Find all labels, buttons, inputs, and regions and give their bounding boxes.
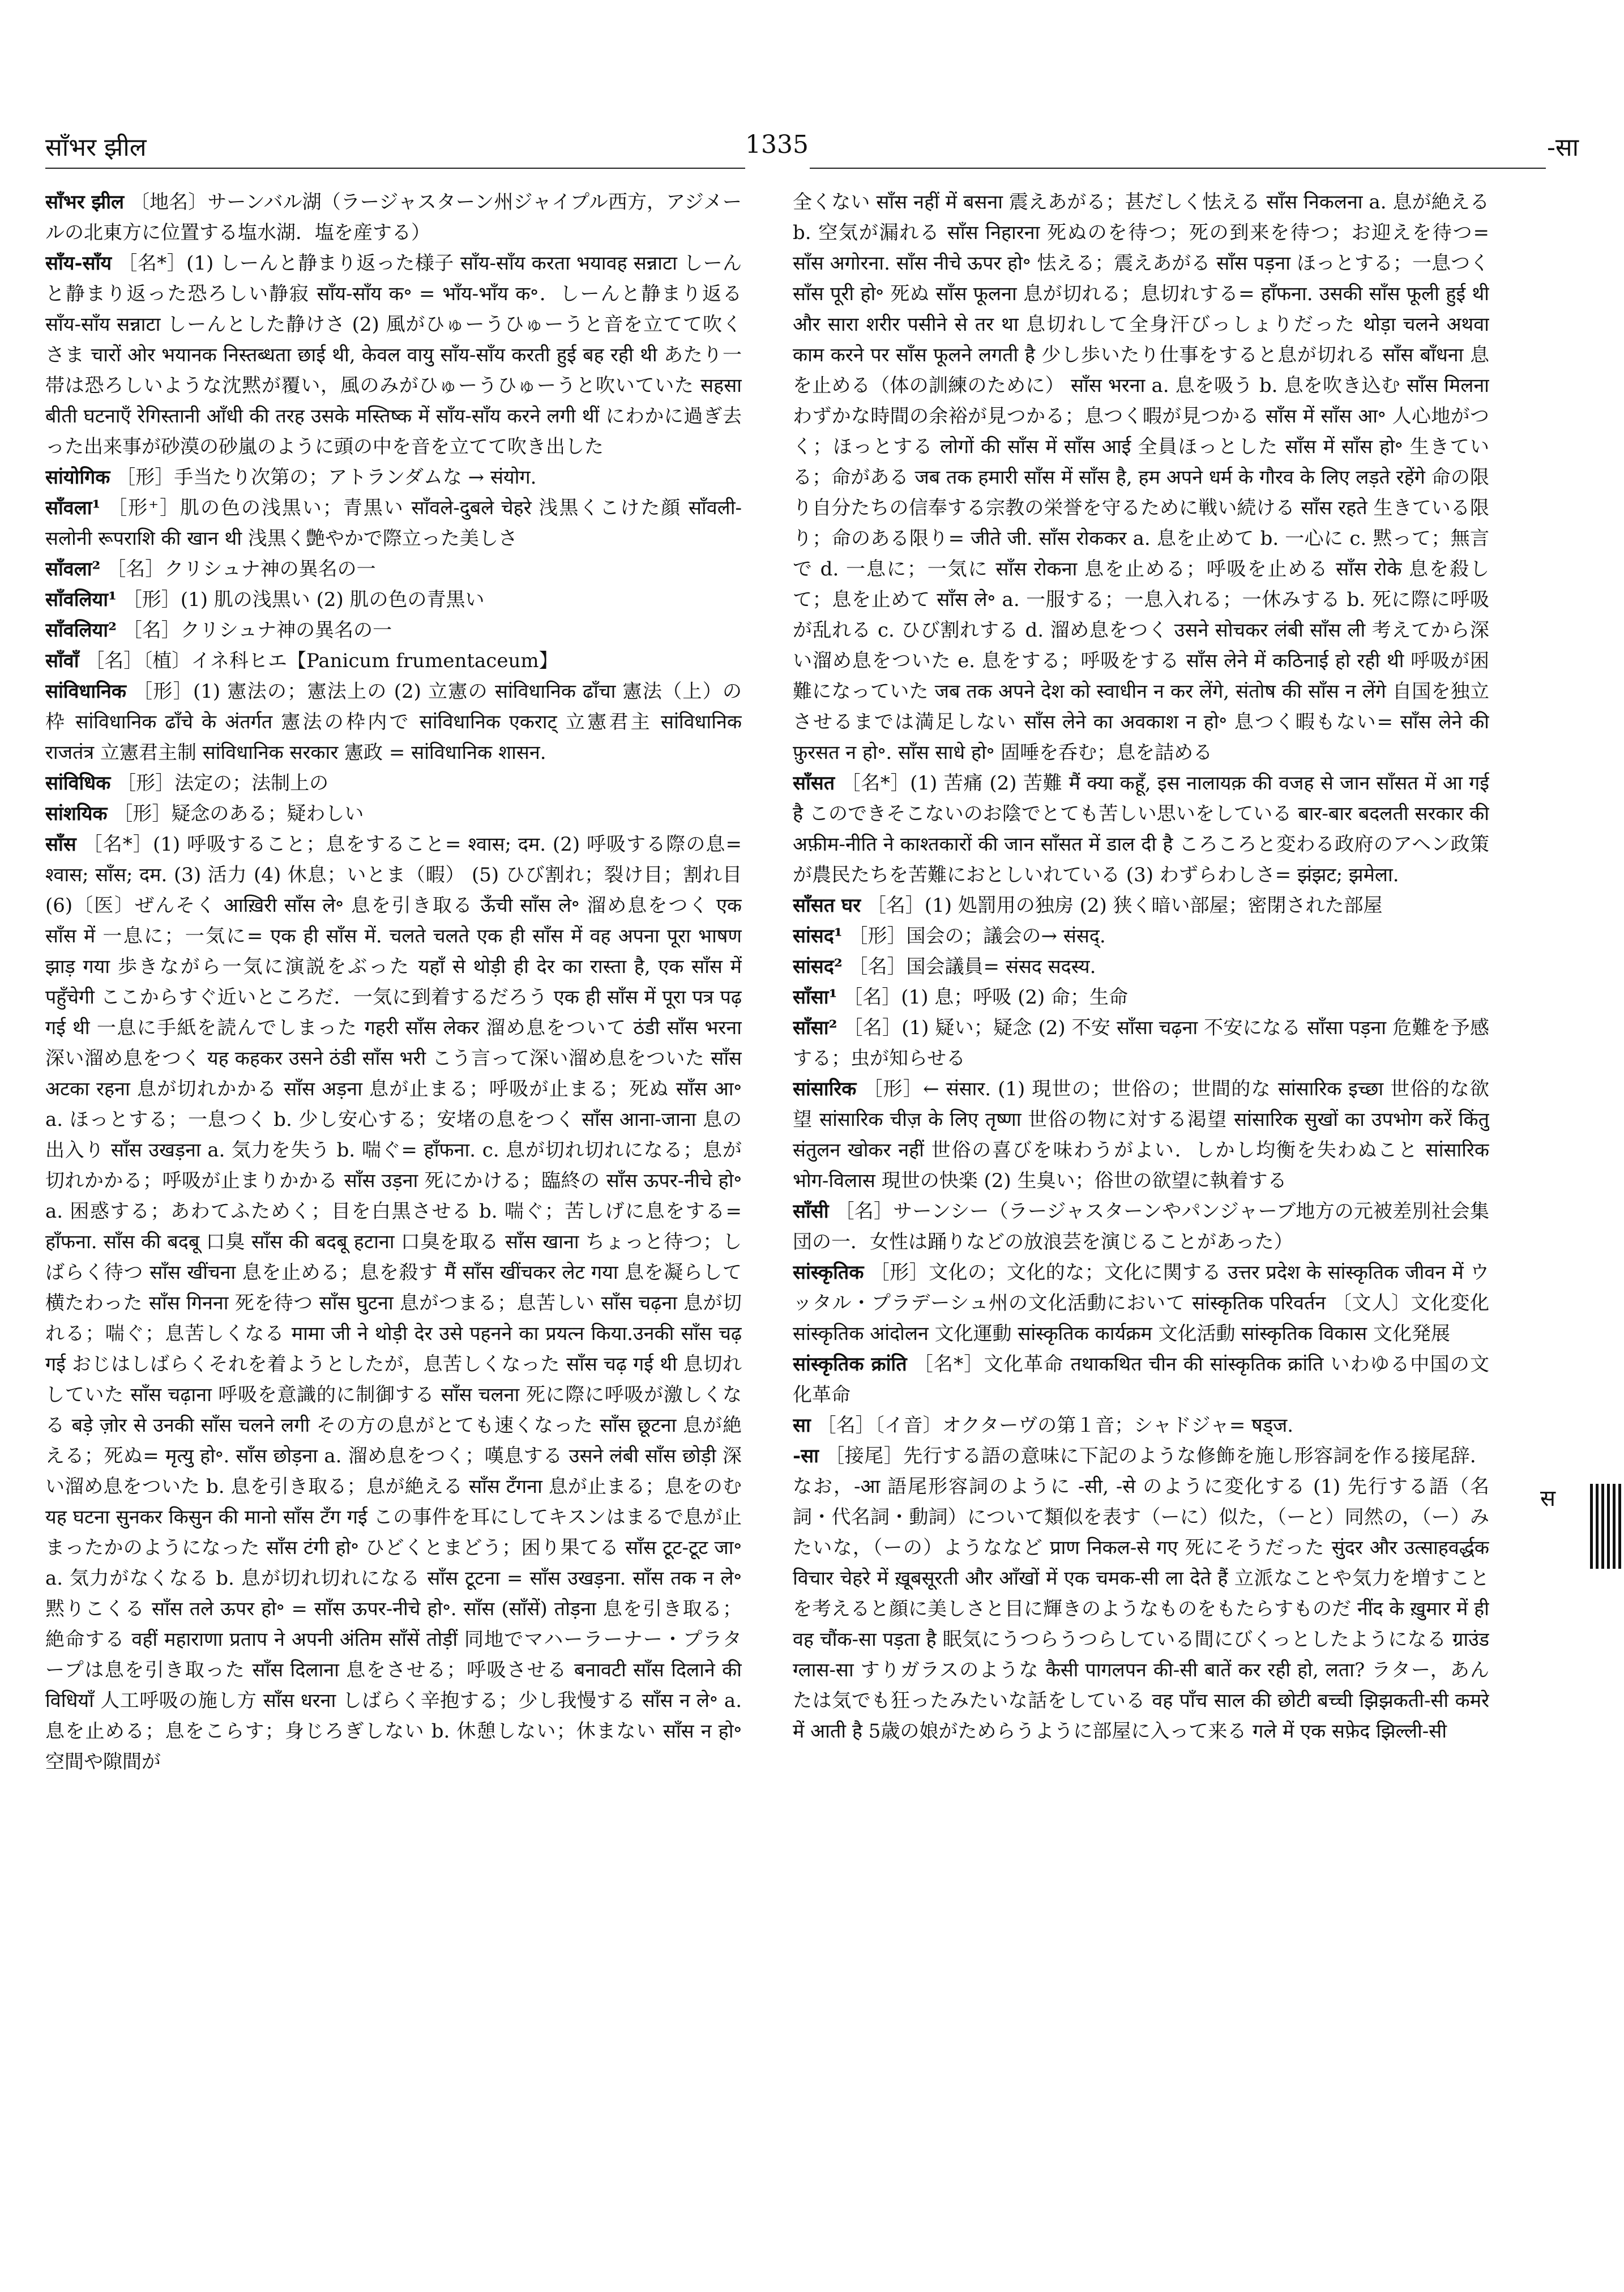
entry-definition: 全くない साँस नहीं में बसना 震えあがる；甚だしく怯える साँस निकलना a. 息が絶える b. 空気が漏れる साँस निहारना 死ぬのを待つ；死の到来を待つ；お迎えを待つ= साँस अगोरना. साँस नीचे ऊपर हो॰ 怯える；震えあがる साँस पड़ना ほっとする；一息つく साँस पूरी हो॰ 死ぬ साँस फूलना 息が切れる；息切れする= हाँफना. उसकी साँस फूली हुई थी और सारा शरीर पसीने से तर था 息切れして全身汗びっしょりだった थोड़ा चलने अथवा काम करने पर साँस फूलने लगती है 少し歩いたり仕事をすると息が切れる साँस बाँधना 息を止める（体の訓練のために） साँस भरना a. 息を吸う b. 息を吹き込む साँस मिलना わずかな時間の余裕が見つかる；息つく暇が見つかる साँस में साँस आ॰ 人心地がつく；ほっとする लोगों की साँस में साँस आई 全員ほっとした साँस में साँस हो॰ 生きている；命がある जब तक हमारी साँस में साँस है, हम अपने धर्म के गौरव के लिए लड़ते रहेंगे 命の限り自分たちの信奉する宗教の栄誉を守るために戦い続ける साँस रहते 生きている限り；命のある限り= जीते जी. साँस रोककर a. 息を止めて b. 一心に c. 黙って；無言で d. 一息に；一気に साँस रोकना 息を止める；呼吸を止める साँस रोके 息を殺して；息を止めて साँस ले॰ a. 一服する；一息入れる；一休みする b. 死に際に呼吸が乱れる c. ひび割れする d. 溜め息をつく उसने सोचकर लंबी साँस ली 考えてから深い溜め息をついた e. 息をする；呼吸をする साँस लेने में कठिनाई हो रही थी 呼吸が困難になっていた जब तक अपने देश को स्वाधीन न कर लेंगे, संतोष की साँस न लेंगे 自国を独立させるまでは満足しない साँस लेने का अवकाश न हो॰ 息つく暇もない= साँस लेने की फ़ुरसत न हो॰. साँस साधे हो॰ 固唾を呑む；息を詰める (793, 191, 1489, 764)
entry-headword: साँसत घर (793, 894, 861, 917)
dictionary-entry (793, 187, 1489, 768)
thumb-index-tab (1590, 1484, 1624, 1569)
entry-definition: ［形］← संसार. (1) 現世の；世俗の；世間的な सांसारिक इच्छा 世俗的な欲望 सांसारिक चीज़ के लिए तृष्णा 世俗の物に対する渇望 सांसारिक सुखों का उपभोग करें किंतु संतुलन खोकर नहीं 世俗の喜びを味わうがよい．しかし均衡を失わぬこと सांसारिक भोग-विलास 現世の快楽 (2) 生臭い；俗世の欲望に執着する (793, 1078, 1489, 1192)
thumb-index (1540, 1484, 1624, 1574)
entry-headword: साँसा¹ (793, 986, 837, 1009)
running-header (45, 129, 1579, 163)
dictionary-entry (793, 982, 1489, 1013)
entry-definition: ［形］(1) 憲法の；憲法上の (2) 立憲の सांविधानिक ढाँचा 憲法（上）の枠 सांविधानिक ढाँचे के अंतर्गत 憲法の枠内で सांविधानिक एकराट् 立憲君主 सांविधानिक राजतंत्र 立憲君主制 सांविधानिक सरकार 憲政 = सांविधानिक शासन. (45, 680, 742, 764)
entry-headword: साँसा² (793, 1017, 837, 1039)
dictionary-entry (45, 676, 742, 768)
entry-definition: ［形］(1) 肌の浅黒い (2) 肌の色の青黒い (122, 588, 485, 611)
dictionary-entry (45, 493, 742, 554)
left-column (45, 187, 742, 2277)
entry-definition: ［形］手当たり次第の；アトランダムな → संयोग. (116, 466, 537, 489)
dictionary-entry (793, 1257, 1489, 1349)
dictionary-entry (793, 1196, 1489, 1257)
page-number: 1335 (745, 130, 809, 159)
entry-headword: सांस्कृतिक क्रांति (793, 1353, 907, 1376)
entry-definition: ［名］国会議員= संसद सदस्य. (848, 955, 1096, 978)
header-rule-left (45, 168, 745, 169)
entry-headword: साँवला² (45, 558, 101, 581)
dictionary-entry (793, 951, 1489, 982)
header-right-headword: -सा (1546, 133, 1579, 162)
entry-definition: ［名］(1) 疑い；疑念 (2) 不安 साँसा चढ़ना 不安になる साँसा पड़ना 危難を予感する；虫が知らせる (793, 1017, 1489, 1070)
entry-headword: साँवलिया¹ (45, 588, 117, 611)
dictionary-entry (793, 768, 1489, 890)
entry-definition: ［名］〔植〕イネ科ヒエ【Panicum frumentaceum】 (85, 650, 558, 672)
entry-headword: सांसद² (793, 955, 843, 978)
dictionary-entry (793, 1349, 1489, 1410)
entry-headword: साँभर झील (45, 191, 125, 214)
entry-definition: ［接尾］先行する語の意味に下記のような修飾を施し形容詞を作る接尾辞．なお，-आ 語尾形容詞のように -सी, -से のように変化する (1) 先行する語（名詞・代名詞・動詞）について類似を表す（ーに）似た，（ーと）同然の，（ー）みたいな，（ーの）ようななど प्राण निकल-से गए 死にそうだった सुंदर और उत्साहवर्द्धक विचार चेहरे में ख़ूबसूरती और आँखों में एक चमक-सी ला देते हैं 立派なことや気力を増すことを考えると顔に美しさと目に輝きのようなものをもたらすものだ नींद के ख़ुमार में ही वह चौंक-सा पड़ता है 眠気にうつらうつらしている間にびくっとしたようになる ग्राउंड ग्लास-सा すりガラスのような कैसी पागलपन की-सी बातें कर रही हो, लता? ラター，あんたは気でも狂ったみたいな話をしている वह पाँच साल की छोटी बच्ची झिझकती-सी कमरे में आती है 5歳の娘がためらうように部屋に入って来る गले में एक सफ़ेद झिल्ली-सी (793, 1445, 1489, 1743)
entry-definition: ［形］法定の；法制上の (117, 772, 329, 795)
entry-headword: सांयोगिक (45, 466, 110, 489)
entry-definition: ［形⁺］肌の色の浅黒い；青黒い साँवले-दुबले चेहरे 浅黒くこけた顔 साँवली-सलोनी रूपराशि की खान थी 浅黒く艶やかで際立った美しさ (45, 497, 742, 550)
entry-headword: सांसारिक (793, 1078, 857, 1100)
entry-definition: 〔地名〕サーンバル湖（ラージャスターン州ジャイプル西方，アジメールの北東方に位置する塩水湖．塩を産する） (45, 191, 742, 244)
header-rule-right (810, 168, 1546, 169)
entry-definition: ［名］〔イ音〕オクターヴの第１音；シャドジャ= षड्ज. (817, 1414, 1294, 1437)
entry-definition: ［形］国会の；議会の→ संसद्. (848, 925, 1106, 947)
entry-headword: -सा (793, 1445, 819, 1467)
entry-definition: ［名］(1) 処罰用の独房 (2) 狭く暗い部屋；密閉された部屋 (866, 894, 1383, 917)
entry-definition: ［名］クリシュナ神の異名の一 (122, 619, 392, 642)
entry-definition: ［名*］(1) しーんと静まり返った様子 साँय-साँय करता भयावह सन्नाटा しーんと静まり返った恐ろしい静寂 साँय-साँय क॰ = भाँय-भाँय क॰．しーんと静まり返る साँय-साँय सन्नाटा しーんとした静けさ (2) 風がひゅーうひゅーうと音を立てて吹くさま चारों ओर भयानक निस्तब्धता छाई थी, केवल वायु साँय-साँय करती हुई बह रही थी あたり一帯は恐ろしいような沈黙が覆い，風のみがひゅーうひゅーうと吹いていた सहसा बीती घटनाएँ रेगिस्तानी आँधी की तरह उसके मस्तिष्क में साँय-साँय करने लगी थीं にわかに過ぎ去った出来事が砂漠の砂嵐のように頭の中を音を立てて吹き出した (45, 252, 742, 458)
dictionary-entry (45, 615, 742, 646)
thumb-index-letter: स (1540, 1486, 1556, 1512)
entry-headword: साँस (45, 833, 76, 856)
entry-definition: ［形］疑念のある；疑わしい (113, 803, 364, 825)
entry-headword: साँवला¹ (45, 497, 101, 519)
entry-headword: सा (793, 1414, 811, 1437)
header-left-headword: साँभर झील (45, 133, 147, 162)
entry-headword: सांसद¹ (793, 925, 843, 947)
entry-headword: साँसी (793, 1200, 829, 1223)
entry-definition: ［名*］(1) 呼吸すること；息をすること= श्वास; दम. (2) 呼吸する際の息= श्वास; साँस; दम. (3) 活力 (4) 休息；いとま（暇） (5) ひび割れ；裂け目；割れ目 (6)〔医〕ぜんそく आख़िरी साँस ले॰ 息を引き取る ऊँची साँस ले॰ 溜め息をつく एक साँस में 一息に；一気に= एक ही साँस में. चलते चलते एक ही साँस में वह अपना पूरा भाषण झाड़ गया 歩きながら一気に演説をぶった यहाँ से थोड़ी ही देर का रास्ता है, एक साँस में पहुँचेगी ここからすぐ近いところだ．一気に到着するだろう एक ही साँस में पूरा पत्र पढ़ गई थी 一息に手紙を読んでしまった गहरी साँस लेकर 溜め息をついて ठंडी साँस भरना 深い溜め息をつく यह कहकर उसने ठंडी साँस भरी こう言って深い溜め息をついた साँस अटका रहना 息が切れかかる साँस अड़ना 息が止まる；呼吸が止まる；死ぬ साँस आ॰ a. ほっとする；一息つく b. 少し安心する；安堵の息をつく साँस आना-जाना 息の出入り साँस उखड़ना a. 気力を失う b. 喘ぐ= हाँफना. c. 息が切れ切れになる；息が切れかかる；呼吸が止まりかかる साँस उड़ना 死にかける；臨終の साँस ऊपर-नीचे हो॰ a. 困惑する；あわてふためく；目を白黒させる b. 喘ぐ；苦しげに息をする= हाँफना. साँस की बदबू 口臭 साँस की बदबू हटाना 口臭を取る साँस खाना ちょっと待つ；しばらく待つ साँस खींचना 息を止める；息を殺す मैं साँस खींचकर लेट गया 息を凝らして横たわった साँस गिनना 死を待つ साँस घुटना 息がつまる；息苦しい साँस चढ़ना 息が切れる；喘ぐ；息苦しくなる मामा जी ने थोड़ी देर उसे पहनने का प्रयत्न किया.उनकी साँस चढ़ गई おじはしばらくそれを着ようとしたが，息苦しくなった साँस चढ़ गई थी 息切れしていた साँस चढ़ाना 呼吸を意識的に制御する साँस चलना 死に際に呼吸が激しくなる बड़े ज़ोर से उनकी साँस चलने लगी その方の息がとても速くなった साँस छूटना 息が絶える；死ぬ= मृत्यु हो॰. साँस छोड़ना a. 溜め息をつく；嘆息する उसने लंबी साँस छोड़ी 深い溜め息をついた b. 息を引き取る；息が絶える साँस टँगना 息が止まる；息をのむ यह घटना सुनकर किसुन की मानो साँस टँग गई この事件を耳にしてキスンはまるで息が止まったかのようになった साँस टंगी हो॰ ひどくとまどう；困り果てる साँस टूट-टूट जा॰ a. 気力がなくなる b. 息が切れ切れになる साँस टूटना = साँस उखड़ना. साँस तक न ले॰ 黙りこくる साँस तले ऊपर हो॰ = साँस ऊपर-नीचे हो॰. साँस (साँसें) तोड़ना 息を引き取る；絶命する वहीं महाराणा प्रताप ने अपनी अंतिम साँसें तोड़ीं 同地でマハーラーナー・プラタープは息を引き取った साँस दिलाना 息をさせる；呼吸させる बनावटी साँस दिलाने की विधियाँ 人工呼吸の施し方 साँस धरना しばらく辛抱する；少し我慢する साँस न ले॰ a. 息を止める；息をこらす；身じろぎしない b. 休憩しない；休まない साँस न हो॰ 空間や隙間が (45, 833, 742, 1773)
entry-definition: ［名*］(1) 苦痛 (2) 苦難 मैं क्या कहूँ, इस नालायक़ की वजह से जान साँसत में आ गई है このできそこないのお陰でとても苦しい思いをしている बार-बार बदलती सरकार की अफ़ीम-नीति ने काश्तकारों की जान साँसत में डाल दी है ころころと変わる政府のアヘン政策が農民たちを苦難におとしいれている (3) わずらわしさ= झंझट; झमेला. (793, 772, 1489, 886)
dictionary-entry (45, 799, 742, 829)
dictionary-entry (45, 554, 742, 584)
dictionary-entry (45, 646, 742, 676)
entry-headword: सांस्कृतिक (793, 1261, 864, 1284)
entry-definition: ［名*］文化革命 तथाकथित चीन की सांस्कृतिक क्रांति いわゆる中国の文化革命 (793, 1353, 1489, 1406)
right-column (793, 187, 1489, 2277)
dictionary-entry (793, 1410, 1489, 1441)
dictionary-entry (45, 187, 742, 248)
dictionary-entry (45, 248, 742, 462)
dictionary-entry (793, 1013, 1489, 1074)
entry-headword: सांविधानिक (45, 680, 127, 703)
dictionary-entry (45, 462, 742, 493)
dictionary-entry (45, 584, 742, 615)
dictionary-entry (45, 829, 742, 1777)
dictionary-entry (45, 768, 742, 799)
entry-definition: ［形］文化の；文化的な；文化に関する उत्तर प्रदेश के सांस्कृतिक जीवन में ウッタル・プラデーシュ州の文化活動において सांस्कृतिक परिवर्तन 〔文人〕文化変化 सांस्कृतिक आंदोलन 文化運動 सांस्कृतिक कार्यक्रम 文化活動 सांस्कृतिक विकास 文化発展 (793, 1261, 1489, 1345)
dictionary-entry (793, 921, 1489, 951)
entry-headword: साँय-साँय (45, 252, 112, 275)
entry-headword: साँसत (793, 772, 835, 795)
entry-headword: सांविधिक (45, 772, 111, 795)
dictionary-entry (793, 890, 1489, 921)
dictionary-entry (793, 1074, 1489, 1196)
dictionary-entry (793, 1441, 1489, 1747)
entry-headword: साँवाँ (45, 650, 79, 672)
entry-headword: साँवलिया² (45, 619, 117, 642)
entry-headword: सांशयिक (45, 803, 108, 825)
entry-definition: ［名］(1) 息；呼吸 (2) 命；生命 (843, 986, 1129, 1009)
entry-definition: ［名］サーンシー（ラージャスターンやパンジャーブ地方の元被差別社会集団の一．女性は踊りなどの放浪芸を演じることがあった） (793, 1200, 1489, 1253)
entry-definition: ［名］クリシュナ神の異名の一 (106, 558, 376, 581)
